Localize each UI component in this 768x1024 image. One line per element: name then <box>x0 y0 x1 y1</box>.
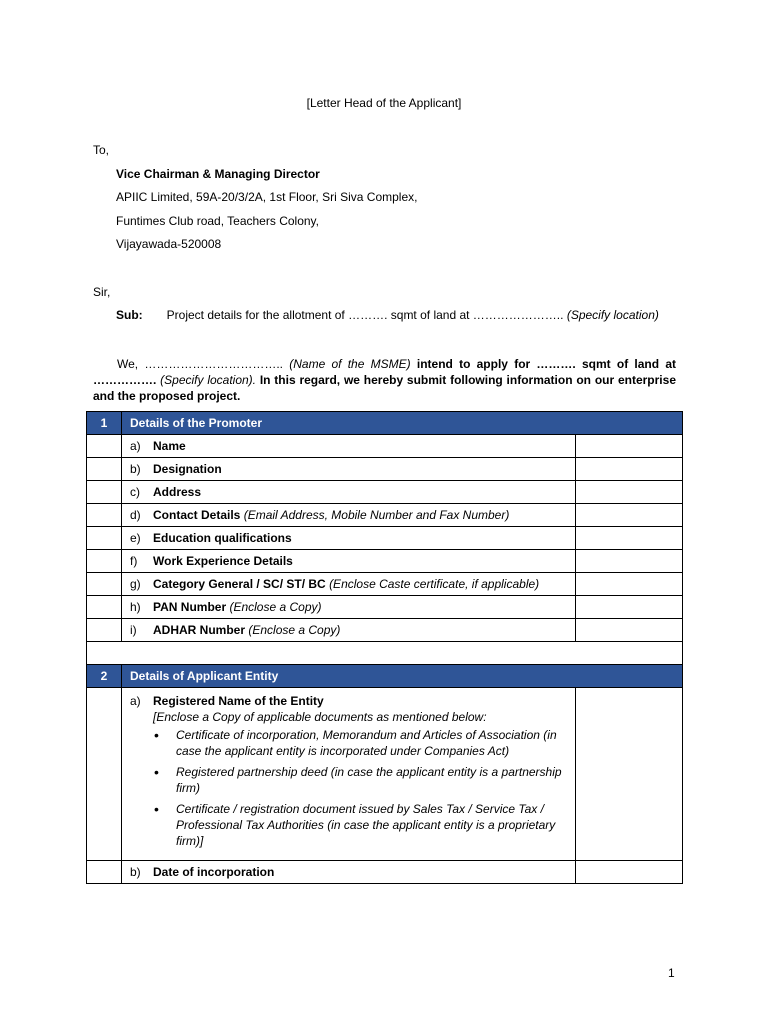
field-label: d) Contact Details (Email Address, Mobile Number and Fax Number) <box>122 504 576 527</box>
education-value-cell[interactable] <box>576 527 683 550</box>
para-submit: In this regard, we hereby submit following information on our enterprise and the proposed project. <box>93 373 676 403</box>
incorporation-date-value-cell[interactable] <box>576 861 683 884</box>
field-label: e) Education qualifications <box>122 527 576 550</box>
contact-value-cell[interactable] <box>576 504 683 527</box>
salutation: Sir, <box>93 285 111 299</box>
table-row <box>87 481 683 504</box>
table-row <box>87 596 683 619</box>
table-row <box>87 435 683 458</box>
address-value-cell[interactable] <box>576 481 683 504</box>
subject-text: Project details for the allotment of ………. sqmt of land at ………………….. <box>166 308 564 322</box>
para-location-note: (Specify location). <box>160 373 257 387</box>
list-item: • Certificate of incorporation, Memorandum and Articles of Association (in case the applicant entity is incorporated under Companies Act) <box>176 727 567 759</box>
application-form-table <box>86 411 683 884</box>
pan-value-cell[interactable] <box>576 596 683 619</box>
table-row <box>87 573 683 596</box>
entity-name-value-cell[interactable] <box>576 688 683 861</box>
table-row <box>87 688 683 861</box>
intro-paragraph <box>93 356 676 404</box>
subject-italic: (Specify location) <box>566 308 659 322</box>
experience-value-cell[interactable] <box>576 550 683 573</box>
address-line-3: Vijayawada-520008 <box>116 237 222 251</box>
adhar-value-cell[interactable] <box>576 619 683 642</box>
section-number: 1 <box>87 412 122 435</box>
list-item: • Registered partnership deed (in case the applicant entity is a partnership firm) <box>176 764 567 796</box>
addressee-title: Vice Chairman & Managing Director <box>116 167 320 181</box>
field-label: f) Work Experience Details <box>122 550 576 573</box>
section-title: Details of the Promoter <box>122 412 683 435</box>
field-label: c) Address <box>122 481 576 504</box>
para-we: We, …………………………….. <box>117 357 284 371</box>
address-line-2: Funtimes Club road, Teachers Colony, <box>116 214 319 228</box>
table-row <box>87 458 683 481</box>
page-number: 1 <box>668 966 675 980</box>
enclosure-note: [Enclose a Copy of applicable documents as mentioned below: <box>153 710 487 724</box>
section-header-entity <box>87 665 683 688</box>
para-intend: intend to apply for ………. sqmt of land at ……………. <box>93 357 676 387</box>
letterhead-placeholder: [Letter Head of the Applicant] <box>306 96 462 110</box>
field-label: i) ADHAR Number (Enclose a Copy) <box>122 619 576 642</box>
designation-value-cell[interactable] <box>576 458 683 481</box>
section-header-promoter <box>87 412 683 435</box>
subject-label: Sub: <box>116 308 143 322</box>
field-label: g) Category General / SC/ ST/ BC (Enclose Caste certificate, if applicable) <box>122 573 576 596</box>
subject-line <box>116 308 659 322</box>
category-value-cell[interactable] <box>576 573 683 596</box>
table-row <box>87 861 683 884</box>
table-row <box>87 550 683 573</box>
field-label: a) Registered Name of the Entity [Enclose a Copy of applicable documents as mentioned below: • Certificate of incorporation, Memorandum and Articles of Association (in case the applicant entity is incorporated under Companies Act) • Registered partnership deed (in case the applicant entity is a partnership firm) • Certificate / registration document issued by Sales Tax / Service Tax / Professional Tax Authorities (in case the applicant entity is a proprietary firm)] <box>122 688 576 861</box>
to-label: To, <box>93 143 110 157</box>
section-number: 2 <box>87 665 122 688</box>
field-label: a) Name <box>122 435 576 458</box>
list-item: • Certificate / registration document issued by Sales Tax / Service Tax / Professional Tax Authorities (in case the applicant entity is a proprietary firm)] <box>176 801 567 849</box>
address-line-1: APIIC Limited, 59A-20/3/2A, 1st Floor, Sri Siva Complex, <box>116 190 418 204</box>
document-list <box>130 727 567 849</box>
table-spacer-row <box>87 642 683 665</box>
table-row <box>87 527 683 550</box>
para-msme-note: (Name of the MSME) <box>289 357 411 371</box>
name-value-cell[interactable] <box>576 435 683 458</box>
field-label: h) PAN Number (Enclose a Copy) <box>122 596 576 619</box>
section-title: Details of Applicant Entity <box>122 665 683 688</box>
field-label: b) Date of incorporation <box>122 861 576 884</box>
table-row <box>87 619 683 642</box>
table-row <box>87 504 683 527</box>
field-label: b) Designation <box>122 458 576 481</box>
